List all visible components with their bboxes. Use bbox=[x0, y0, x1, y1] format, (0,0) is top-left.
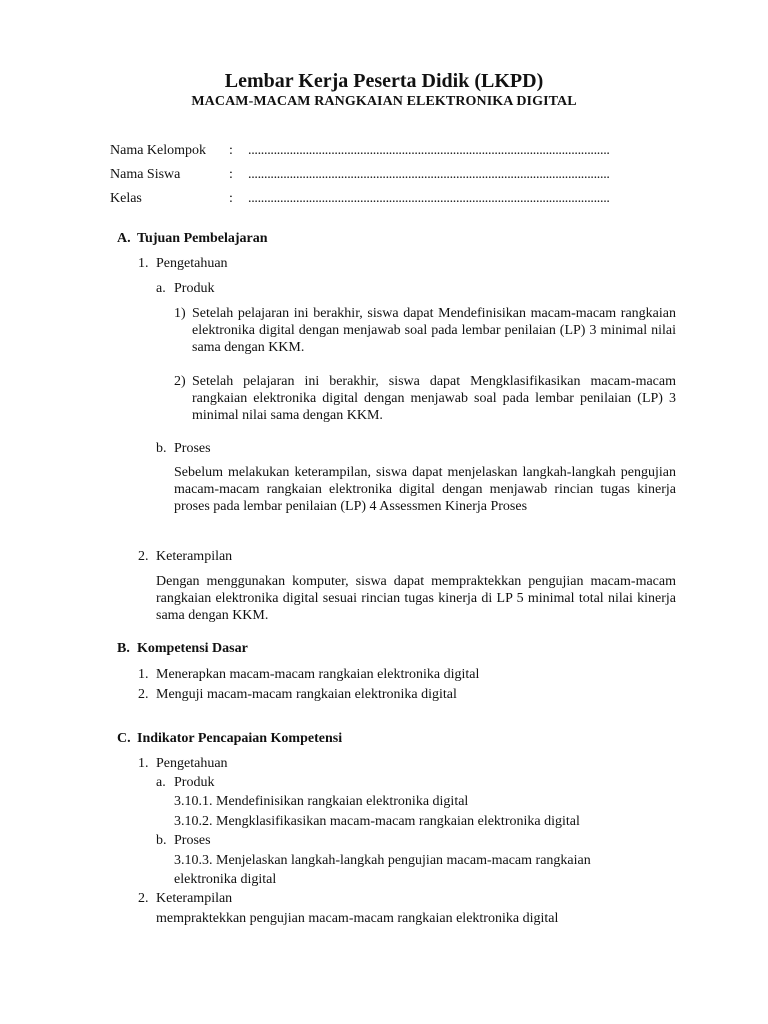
identity-colon: : bbox=[229, 191, 233, 206]
list-letter: b. bbox=[156, 833, 167, 848]
list-letter: a. bbox=[156, 775, 166, 790]
section-b-heading: Kompetensi Dasar bbox=[137, 641, 248, 656]
kelas-field[interactable]: ................................................................................................................. bbox=[248, 191, 610, 206]
section-a-heading: Tujuan Pembelajaran bbox=[137, 231, 268, 246]
section-c-letter: C. bbox=[117, 731, 131, 746]
keterampilan-objective: Dengan menggunakan komputer, siswa dapat mempraktekkan pengujian macam-macam rangkaian elektronika digital sesuai rincian tugas kinerja di LP 5 minimal total nilai kinerja sama dengan KKM. bbox=[156, 574, 676, 623]
list-number: 2. bbox=[138, 891, 149, 906]
kompetensi-dasar-item: Menguji macam-macam rangkaian elektronika digital bbox=[156, 687, 457, 702]
list-number: 1) bbox=[174, 306, 186, 321]
section-c-heading: Indikator Pencapaian Kompetensi bbox=[137, 731, 343, 746]
indikator-produk-label: Produk bbox=[174, 775, 215, 790]
page-title: Lembar Kerja Peserta Didik (LKPD) bbox=[224, 70, 544, 92]
indikator-item: 3.10.2. Mengklasifikasikan macam-macam rangkaian elektronika digital bbox=[174, 814, 580, 829]
indikator-item-continued: elektronika digital bbox=[174, 872, 277, 887]
produk-objective-1: Setelah pelajaran ini berakhir, siswa dapat Mendefinisikan macam-macam rangkaian elektronika digital dengan menjawab soal pada lembar penilaian (LP) 3 minimal nilai sama dengan KKM. bbox=[192, 306, 676, 355]
indikator-item: mempraktekkan pengujian macam-macam rangkaian elektronika digital bbox=[156, 911, 559, 926]
section-a-letter: A. bbox=[117, 231, 131, 246]
proses-objective: Sebelum melakukan keterampilan, siswa dapat menjelaskan langkah-langkah pengujian macam-macam rangkaian elektronika digital dengan menjawab rincian tugas kinerja proses pada lembar penilaian (LP) 4 Assessmen Kinerja Proses bbox=[174, 465, 676, 514]
list-number: 1. bbox=[138, 256, 149, 271]
indikator-keterampilan-label: Keterampilan bbox=[156, 891, 233, 906]
kompetensi-dasar-item: Menerapkan macam-macam rangkaian elektronika digital bbox=[156, 667, 480, 682]
list-number: 2. bbox=[138, 549, 149, 564]
identity-colon: : bbox=[229, 167, 233, 182]
identity-label-nama-siswa: Nama Siswa bbox=[110, 167, 181, 182]
proses-label: Proses bbox=[174, 441, 211, 456]
identity-label-nama-kelompok: Nama Kelompok bbox=[110, 143, 207, 158]
list-letter: a. bbox=[156, 281, 166, 296]
section-b-letter: B. bbox=[117, 641, 130, 656]
nama-siswa-field[interactable]: ................................................................................................................. bbox=[248, 167, 610, 182]
identity-colon: : bbox=[229, 143, 233, 158]
produk-label: Produk bbox=[174, 281, 215, 296]
list-number: 1. bbox=[138, 667, 149, 682]
keterampilan-label: Keterampilan bbox=[156, 549, 233, 564]
identity-label-kelas: Kelas bbox=[110, 191, 142, 206]
page-subtitle: MACAM-MACAM RANGKAIAN ELEKTRONIKA DIGITAL bbox=[191, 94, 577, 109]
indikator-item: 3.10.1. Mendefinisikan rangkaian elektronika digital bbox=[174, 794, 469, 809]
list-number: 2) bbox=[174, 374, 186, 389]
indikator-item: 3.10.3. Menjelaskan langkah-langkah pengujian macam-macam rangkaian bbox=[174, 853, 591, 868]
nama-kelompok-field[interactable]: ................................................................................................................. bbox=[248, 143, 610, 158]
list-letter: b. bbox=[156, 441, 167, 456]
list-number: 1. bbox=[138, 756, 149, 771]
list-number: 2. bbox=[138, 687, 149, 702]
produk-objective-2: Setelah pelajaran ini berakhir, siswa dapat Mengklasifikasikan macam-macam rangkaian elektronika digital dengan menjawab soal pada lembar penilaian (LP) 3 minimal nilai sama dengan KKM. bbox=[192, 374, 676, 423]
indikator-pengetahuan-label: Pengetahuan bbox=[156, 756, 228, 771]
indikator-proses-label: Proses bbox=[174, 833, 211, 848]
pengetahuan-label: Pengetahuan bbox=[156, 256, 228, 271]
